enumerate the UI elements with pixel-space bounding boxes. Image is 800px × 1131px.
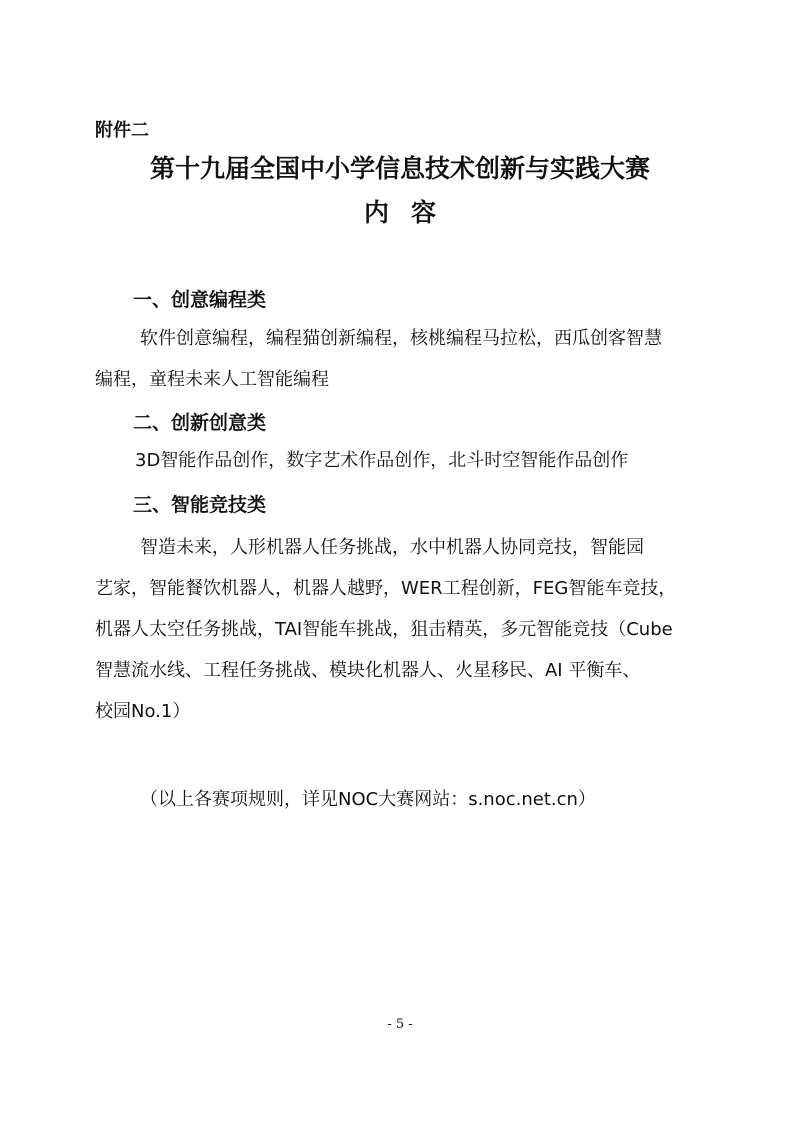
body-line: 智造未来，人形机器人任务挑战，水中机器人协同竞技，智能园 [140, 537, 644, 558]
body-line: 机器人太空任务挑战，TAI智能车挑战，狙击精英，多元智能竞技（Cube [95, 619, 673, 640]
body-line: 智慧流水线、工程任务挑战、模块化机器人、火星移民、AI 平衡车、 [95, 660, 641, 681]
body-line: 校园No.1） [95, 701, 191, 722]
section-body-creative-programming-cont [95, 359, 710, 400]
body-line: 3D智能作品创作，数字艺术作品创作，北斗时空智能作品创作 [135, 450, 629, 471]
body-line: 软件创意编程，编程猫创新编程，核桃编程马拉松，西瓜创客智慧 [140, 328, 662, 349]
section-body-intelligent-competition [95, 527, 710, 568]
page-number: - 5 - [387, 1017, 413, 1032]
body-line: 编程，童程未来人工智能编程 [95, 369, 329, 390]
body-line: 艺家，智能餐饮机器人，机器人越野，WER工程创新，FEG智能车竞技， [95, 578, 677, 599]
document-subtitle: 内容 [363, 198, 458, 227]
section-heading-creative-programming: 一、创意编程类 [133, 289, 267, 311]
section-body-innovation [95, 440, 710, 481]
section-heading-innovation: 二、创新创意类 [133, 412, 267, 434]
section-heading-intelligent-competition: 三、智能竞技类 [133, 494, 267, 516]
website-note: （以上各赛项规则，详见NOC大赛网站：s.noc.net.cn） [140, 789, 596, 810]
document-title: 第十九届全国中小学信息技术创新与实践大赛 [149, 154, 650, 183]
attachment-label: 附件二 [95, 120, 149, 141]
section-body-intelligent-competition-cont [95, 568, 710, 732]
section-body-creative-programming [95, 318, 710, 359]
